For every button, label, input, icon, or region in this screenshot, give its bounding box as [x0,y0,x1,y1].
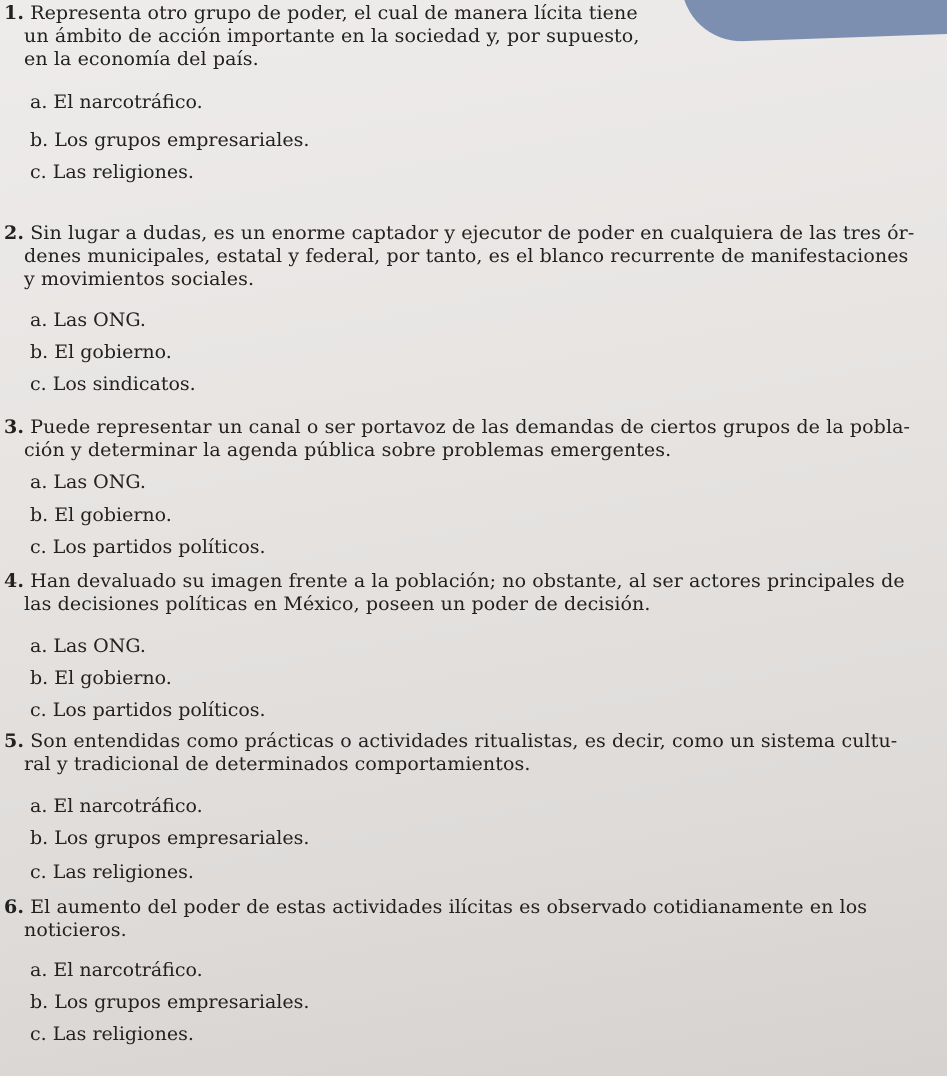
question-5 [4,730,897,776]
option-a: a. El narcotráfico. [30,795,203,817]
question-text-line: denes municipales, estatal y federal, por tanto, es el blanco recurrente de manifestaciones [24,245,909,267]
question-4 [4,570,905,616]
option-b: b. Los grupos empresariales. [30,991,310,1013]
question-text-line: El aumento del poder de estas actividades ilícitas es observado cotidianamente en los [30,896,868,918]
option-b: b. Los grupos empresariales. [30,129,310,151]
question-text-line: ral y tradicional de determinados comportamientos. [24,753,531,775]
option-c: c. Las religiones. [30,161,194,183]
option-c: c. Los partidos políticos. [30,536,266,558]
option-c: c. Las religiones. [30,1023,194,1045]
option-b: b. El gobierno. [30,341,172,363]
question-text-line: en la economía del país. [24,48,259,70]
question-text-line: las decisiones políticas en México, poseen un poder de decisión. [24,593,651,615]
question-text-line: y movimientos sociales. [24,268,255,290]
question-text-line: Puede representar un canal o ser portavoz de las demandas de ciertos grupos de la pobla- [30,416,911,438]
question-text-line: Son entendidas como prácticas o actividades ritualistas, es decir, como un sistema cultu- [30,730,898,752]
option-a: a. Las ONG. [30,309,146,331]
question-text-line: ción y determinar la agenda pública sobre problemas emergentes. [24,439,672,461]
option-a: a. El narcotráfico. [30,91,203,113]
option-c: c. Las religiones. [30,861,194,883]
question-number: 2. [4,222,25,244]
question-number: 6. [4,896,25,918]
question-6 [4,896,867,942]
question-text-line: un ámbito de acción importante en la sociedad y, por supuesto, [24,25,640,47]
question-number: 4. [4,570,25,592]
question-number: 5. [4,730,25,752]
question-number: 3. [4,416,25,438]
question-text-line: Han devaluado su imagen frente a la población; no obstante, al ser actores principales de [30,570,905,592]
question-text-line: Representa otro grupo de poder, el cual de manera lícita tiene [30,2,638,24]
option-b: b. El gobierno. [30,667,172,689]
option-c: c. Los sindicatos. [30,373,196,395]
question-text-line: noticieros. [24,919,127,941]
option-a: a. Las ONG. [30,471,146,493]
option-b: b. Los grupos empresariales. [30,827,310,849]
question-3 [4,416,910,462]
question-1 [4,2,639,71]
option-a: a. Las ONG. [30,635,146,657]
option-a: a. El narcotráfico. [30,959,203,981]
option-c: c. Los partidos políticos. [30,699,266,721]
question-2 [4,222,914,291]
question-text-line: Sin lugar a dudas, es un enorme captador y ejecutor de poder en cualquiera de las tres ór- [30,222,915,244]
question-number: 1. [4,2,25,24]
option-b: b. El gobierno. [30,504,172,526]
